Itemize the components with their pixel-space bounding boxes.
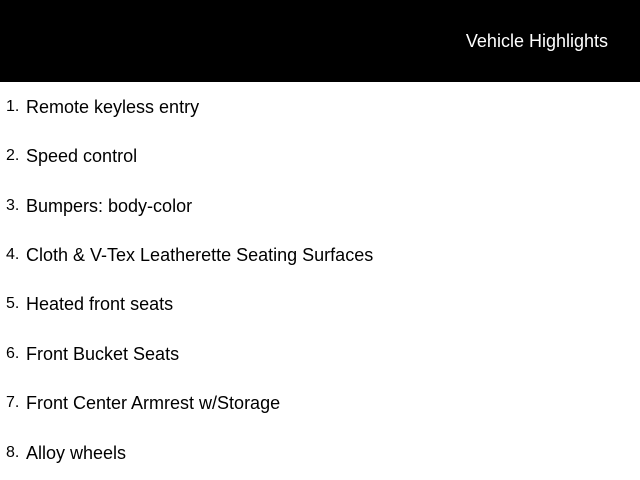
- item-number: 2.: [6, 147, 20, 164]
- item-number: 4.: [6, 246, 20, 263]
- list-item: [6, 95, 199, 119]
- list-item: [6, 144, 137, 168]
- item-label: Front Center Armrest w/Storage: [26, 393, 281, 413]
- item-number: 7.: [6, 394, 20, 411]
- item-label: Front Bucket Seats: [26, 344, 180, 364]
- list-item: [6, 292, 173, 316]
- highlights-list: [0, 82, 640, 480]
- item-label: Alloy wheels: [26, 443, 127, 463]
- item-label: Speed control: [26, 146, 138, 166]
- list-item: [6, 391, 280, 415]
- item-number: 6.: [6, 345, 20, 362]
- item-label: Remote keyless entry: [26, 97, 200, 117]
- item-label: Cloth & V-Tex Leatherette Seating Surfaces: [26, 245, 374, 265]
- list-item: [6, 194, 192, 218]
- item-number: 3.: [6, 197, 20, 214]
- page-title: Vehicle Highlights: [465, 31, 608, 51]
- item-label: Heated front seats: [26, 294, 174, 314]
- list-item: [6, 441, 126, 465]
- highlights-header: [0, 0, 640, 82]
- item-label: Bumpers: body-color: [26, 196, 193, 216]
- item-number: 5.: [6, 295, 20, 312]
- list-item: [6, 243, 373, 267]
- item-number: 1.: [6, 98, 20, 115]
- list-item: [6, 342, 179, 366]
- item-number: 8.: [6, 444, 20, 461]
